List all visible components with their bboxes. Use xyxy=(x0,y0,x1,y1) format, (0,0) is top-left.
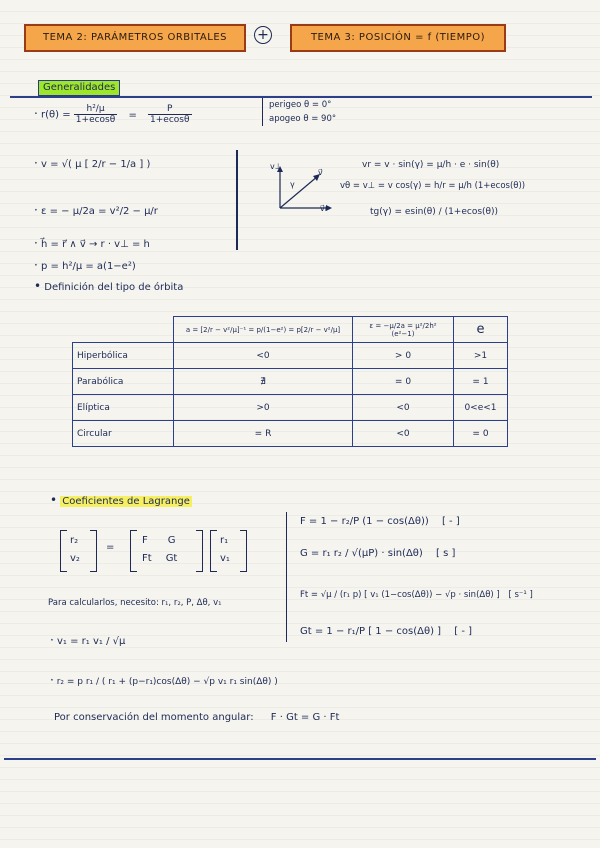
cell-a: = R xyxy=(174,421,353,447)
divider-bottom xyxy=(4,758,596,760)
r-equation: · r(θ) = $\frac{\text{h²/μ}}{1+ecos\theta}$ = $\frac{P}{1+ecos\theta}$ xyxy=(34,104,190,125)
conservation-text: Por conservación del momento angular: F · Gt = G · Ft xyxy=(54,712,340,723)
matrix-bracket xyxy=(90,530,97,572)
orbit-type-definition: • Definición del tipo de órbita xyxy=(34,279,184,293)
vperp-equation: vθ = v⊥ = v cos(γ) = h/r = μ/h (1+ecos(θ)) xyxy=(340,181,526,191)
table-header-energy: ε = −μ/2a = μ²/2h² (e²−1) xyxy=(353,317,454,343)
table-row xyxy=(73,343,508,369)
F-equation: F = 1 − r₂/P (1 − cos(Δθ)) [ - ] xyxy=(300,516,460,527)
required-params-text: Para calcularlos, necesito: r₁, r₂, P, Δθ, v₁ xyxy=(48,598,222,608)
diagram-vperp-label: v⊥ xyxy=(270,162,282,171)
v1-equation: · v₁ = r₁ v₁ / √μ xyxy=(50,633,126,647)
row-name: Circular xyxy=(73,421,174,447)
diagram-v-label: v⃗ xyxy=(318,168,323,177)
table-header-row xyxy=(73,317,508,343)
lagrange-heading: • Coeficientes de Lagrange xyxy=(50,493,190,507)
matrix-bracket xyxy=(130,530,137,572)
matrix-lhs: r₂ v₂ xyxy=(70,535,80,564)
matrix-bracket xyxy=(210,530,217,572)
matrix-rhs: r₁ v₁ xyxy=(220,535,230,564)
matrix-bracket xyxy=(196,530,203,572)
tg-gamma-equation: tg(γ) = esin(θ) / (1+ecos(θ)) xyxy=(370,207,499,217)
plus-icon: + xyxy=(254,26,272,44)
row-name: Elíptica xyxy=(73,395,174,421)
cell-e: = 1 xyxy=(454,369,508,395)
G-equation: G = r₁ r₂ / √(μP) · sin(Δθ) [ s ] xyxy=(300,548,456,559)
cell-e: = 0 xyxy=(454,421,508,447)
row-name: Hiperbólica xyxy=(73,343,174,369)
section-generalidades-title: Generalidades xyxy=(38,80,120,96)
tema3-title: TEMA 3: POSICIÓN = f (TIEMPO) xyxy=(290,24,506,52)
cell-a: <0 xyxy=(174,343,353,369)
cell-energy: = 0 xyxy=(353,369,454,395)
cell-e: >1 xyxy=(454,343,508,369)
energy-equation: · ε = − μ/2a = v²/2 − μ/r xyxy=(34,203,158,217)
row-name: Parabólica xyxy=(73,369,174,395)
Gt-equation: Gt = 1 − r₁/P [ 1 − cos(Δθ) ] [ - ] xyxy=(300,626,473,637)
p-equation: · p = h²/μ = a(1−e²) xyxy=(34,258,136,272)
matrix-bracket xyxy=(240,530,247,572)
r2-equation: · r₂ = p r₁ / ( r₁ + (p−r₁)cos(Δθ) − √p v₁ r₁ sin(Δθ) ) xyxy=(50,673,278,687)
table-row xyxy=(73,395,508,421)
h-equation: · h⃗ = r⃗ ∧ v⃗ → r · v⊥ = h xyxy=(34,236,150,250)
perigeo-apogeo: perigeo θ = 0° apogeo θ = 90° xyxy=(262,98,336,126)
diagram-vr-label: v⃗r xyxy=(320,204,329,213)
Ft-equation: Ft = √μ / (r₁ p) [ v₁ (1−cos(Δθ)) − √p · sin(Δθ) ] [ s⁻¹ ] xyxy=(300,590,533,600)
section-lagrange-title: Coeficientes de Lagrange xyxy=(62,496,190,507)
diagram-gamma-label: γ xyxy=(290,180,295,189)
cell-energy: > 0 xyxy=(353,343,454,369)
cell-a: ∄ xyxy=(174,369,353,395)
tema2-title: TEMA 2: PARÁMETROS ORBITALES xyxy=(24,24,246,52)
cell-e: 0<e<1 xyxy=(454,395,508,421)
cell-energy: <0 xyxy=(353,421,454,447)
table-row xyxy=(73,421,508,447)
matrix-bracket xyxy=(60,530,67,572)
cell-a: >0 xyxy=(174,395,353,421)
matrix-equals: = xyxy=(106,542,115,553)
cell-energy: <0 xyxy=(353,395,454,421)
matrix-coefficients: F G Ft Gt xyxy=(142,535,178,564)
orbit-type-table xyxy=(72,316,508,447)
table-header-e: e xyxy=(454,317,508,343)
vertical-divider xyxy=(236,150,238,250)
coefficients-brace xyxy=(286,512,293,642)
table-row xyxy=(73,369,508,395)
table-header-a: a = [2/r − v²/μ]⁻¹ = p/(1−e²) = p[2/r − v²/μ] xyxy=(174,317,353,343)
vr-equation: vr = v · sin(γ) = μ/h · e · sin(θ) xyxy=(362,160,500,170)
v-equation: · v = √( μ [ 2/r − 1/a ] ) xyxy=(34,156,151,170)
